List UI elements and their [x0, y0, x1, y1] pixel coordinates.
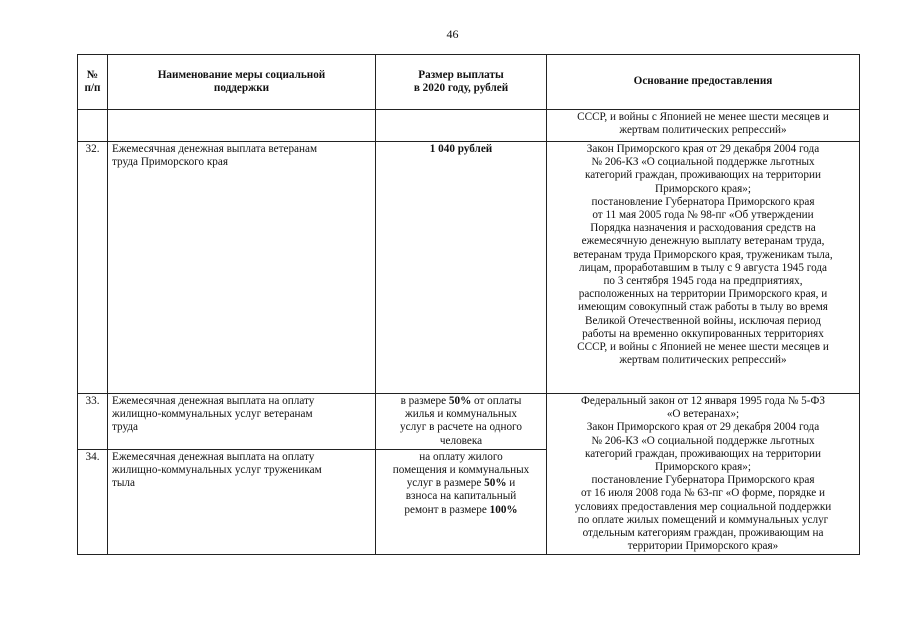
cell-amount: 1 040 рублей: [376, 142, 547, 394]
table-row-33: [78, 394, 860, 450]
cell-basis-shared: Федеральный закон от 12 января 1995 года № 5-ФЗ «О ветеранах»; Закон Приморского края от 29 декабря 2004 года № 206-КЗ «О социальной поддержке льготных категорий граждан, проживающих на территории Приморского края»; постановление Губернатора Приморского края от 16 июля 2008 года № 63-пг «О форме, порядке и условиях предоставления мер социальной поддержки по оплате жилых помещений и коммунальных услуг отдельным категориям граждан, проживающим на территории Приморского края»: [547, 394, 860, 555]
page-number: 46: [446, 27, 459, 41]
cell-num: 33.: [78, 394, 108, 450]
table-row-32: [78, 142, 860, 394]
header-name: Наименование меры социальной поддержки: [108, 55, 376, 110]
cell-num: 32.: [78, 142, 108, 394]
cell-num: 34.: [78, 449, 108, 555]
cell-name: Ежемесячная денежная выплата на оплату жилищно-коммунальных услуг ветеранам труда: [108, 394, 376, 450]
table-header-row: [78, 55, 860, 110]
header-num: № п/п: [78, 55, 108, 110]
cell-name: Ежемесячная денежная выплата ветеранам труда Приморского края: [108, 142, 376, 394]
header-amount: Размер выплаты в 2020 году, рублей: [376, 55, 547, 110]
cell-basis: СССР, и войны с Японией не менее шести месяцев и жертвам политических репрессий»: [547, 110, 860, 142]
table-row-continuation: [78, 110, 860, 142]
social-support-table: [77, 54, 860, 555]
header-basis: Основание предоставления: [547, 55, 860, 110]
cell-name: [108, 110, 376, 142]
cell-basis: Закон Приморского края от 29 декабря 2004 года № 206-КЗ «О социальной поддержке льготных категорий граждан, проживающих на территории Приморского края»; постановление Губернатора Приморского края от 11 мая 2005 года № 98-пг «Об утверждении Порядка назначения и расходования средств на ежемесячную денежную выплату ветеранам труда, ветеранам труда Приморского края, труженикам тыла, лицам, проработавшим в тылу с 9 августа 1945 года по 3 сентября 1945 года на предприятиях, расположенных на территории Приморского края, и имеющим совокупный стаж работы в тылу во время Великой Отечественной войны, исключая период работы на временно оккупированных территориях СССР, и войны с Японией не менее шести месяцев и жертвам политических репрессий»: [547, 142, 860, 394]
cell-amount: [376, 110, 547, 142]
cell-name: Ежемесячная денежная выплата на оплату жилищно-коммунальных услуг труженикам тыла: [108, 449, 376, 555]
cell-num: [78, 110, 108, 142]
cell-amount: в размере 50% от оплаты жилья и коммунальных услуг в расчете на одного человека: [376, 394, 547, 450]
cell-amount: на оплату жилого помещения и коммунальных услуг в размере 50% и взноса на капитальный ремонт в размере 100%: [376, 449, 547, 555]
